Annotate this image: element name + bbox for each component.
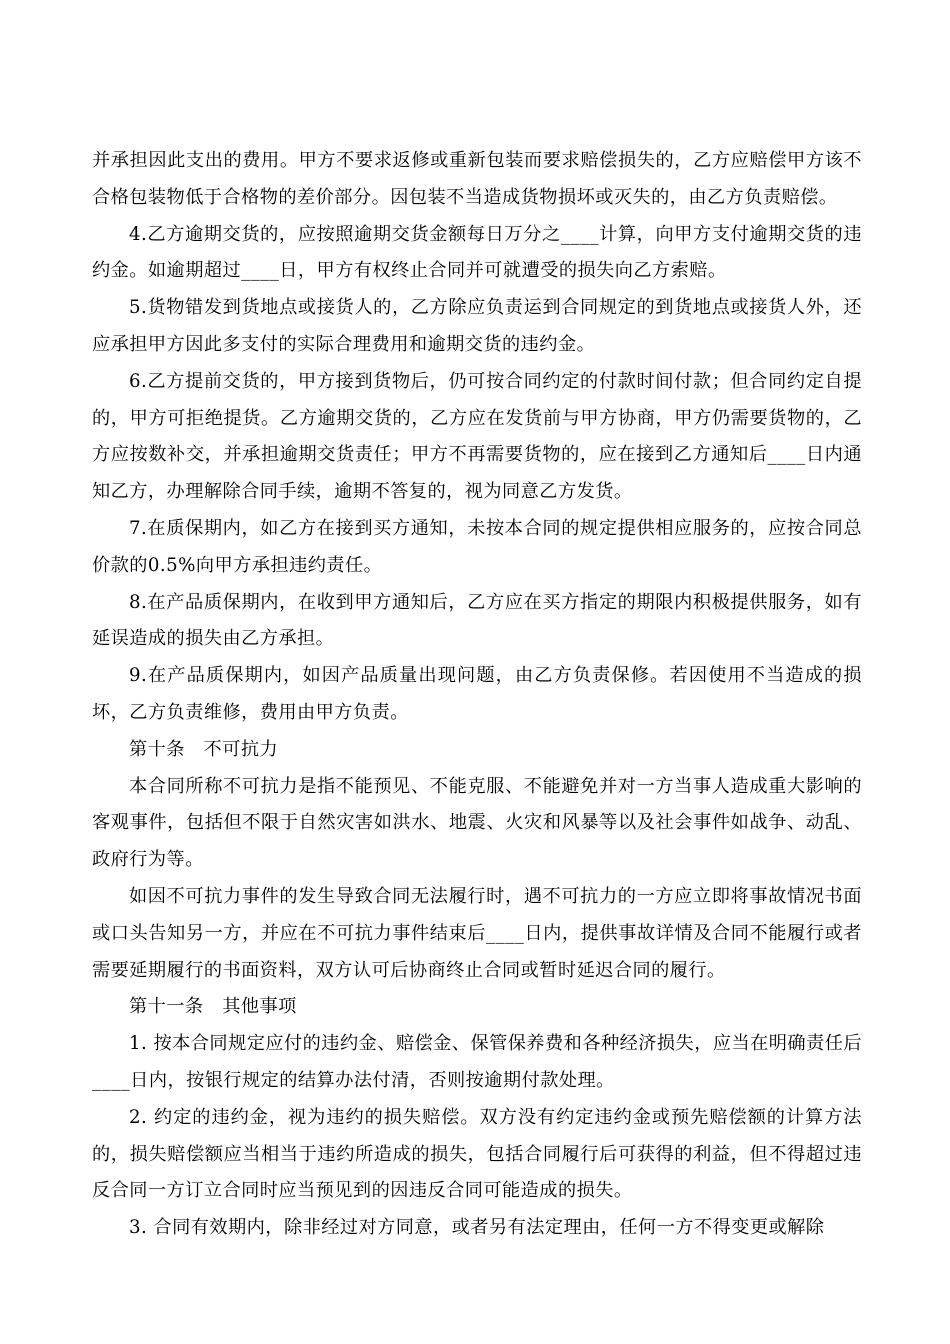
paragraph-item-6: 6.乙方提前交货的，甲方接到货物后，仍可按合同约定的付款时间付款；但合同约定自提的，甲方可拒绝提货。乙方逾期交货的，乙方应在发货前与甲方协商，甲方仍需要货物的，乙方应按数补交，并承担逾期交货责任；甲方不再需要货物的，应在接到乙方通知后____日内通知乙方，办理解除合同手续，逾期不答复的，视为同意乙方发货。 [92, 370, 862, 503]
paragraph-item-5: 5.货物错发到货地点或接货人的，乙方除应负责运到合同规定的到货地点或接货人外，还应承担甲方因此多支付的实际合理费用和逾期交货的违约金。 [92, 297, 862, 355]
article-10-heading: 第十条 不可抗力 [129, 738, 279, 760]
paragraph-other-item-3: 3. 合同有效期内，除非经过对方同意，或者另有法定理由，任何一方不得变更或解除 [129, 1217, 825, 1239]
paragraph-force-majeure-notice: 如因不可抗力事件的发生导致合同无法履行时，遇不可抗力的一方应立即将事故情况书面或口头告知另一方，并应在不可抗力事件结束后____日内，提供事故详情及合同不能履行或者需要延期履行的书面资料，双方认可后协商终止合同或暂时延迟合同的履行。 [92, 885, 862, 981]
paragraph-force-majeure-definition: 本合同所称不可抗力是指不能预见、不能克服、不能避免并对一方当事人造成重大影响的客观事件，包括但不限于自然灾害如洪水、地震、火灾和风暴等以及社会事件如战争、动乱、政府行为等。 [92, 775, 862, 871]
paragraph-packaging-continued: 并承担因此支出的费用。甲方不要求返修或重新包装而要求赔偿损失的，乙方应赔偿甲方该不合格包装物低于合格物的差价部分。因包装不当造成货物损坏或灭失的，由乙方负责赔偿。 [92, 150, 862, 208]
paragraph-item-8: 8.在产品质保期内，在收到甲方通知后，乙方应在买方指定的期限内积极提供服务，如有延误造成的损失由乙方承担。 [92, 591, 862, 650]
document-body [92, 143, 862, 1247]
paragraph-other-item-1: 1. 按本合同规定应付的违约金、赔偿金、保管保养费和各种经济损失，应当在明确责任后____日内，按银行规定的结算办法付清，否则按逾期付款处理。 [92, 1033, 862, 1091]
paragraph-item-9: 9.在产品质保期内，如因产品质量出现问题，由乙方负责保修。若因使用不当造成的损坏，乙方负责维修，费用由甲方负责。 [92, 665, 862, 723]
paragraph-item-4: 4.乙方逾期交货的，应按照逾期交货金额每日万分之____计算，向甲方支付逾期交货的违约金。如逾期超过____日，甲方有权终止合同并可就遭受的损失向乙方索赔。 [92, 223, 862, 282]
article-11-heading: 第十一条 其他事项 [129, 996, 297, 1018]
paragraph-item-7: 7.在质保期内，如乙方在接到买方通知，未按本合同的规定提供相应服务的，应按合同总价款的0.5%向甲方承担违约责任。 [92, 517, 862, 576]
paragraph-other-item-2: 2. 约定的违约金，视为违约的损失赔偿。双方没有约定违约金或预先赔偿额的计算方法的，损失赔偿额应当相当于违约所造成的损失，包括合同履行后可获得的利益，但不得超过违反合同一方订立合同时应当预见到的因违反合同可能造成的损失。 [92, 1106, 862, 1202]
